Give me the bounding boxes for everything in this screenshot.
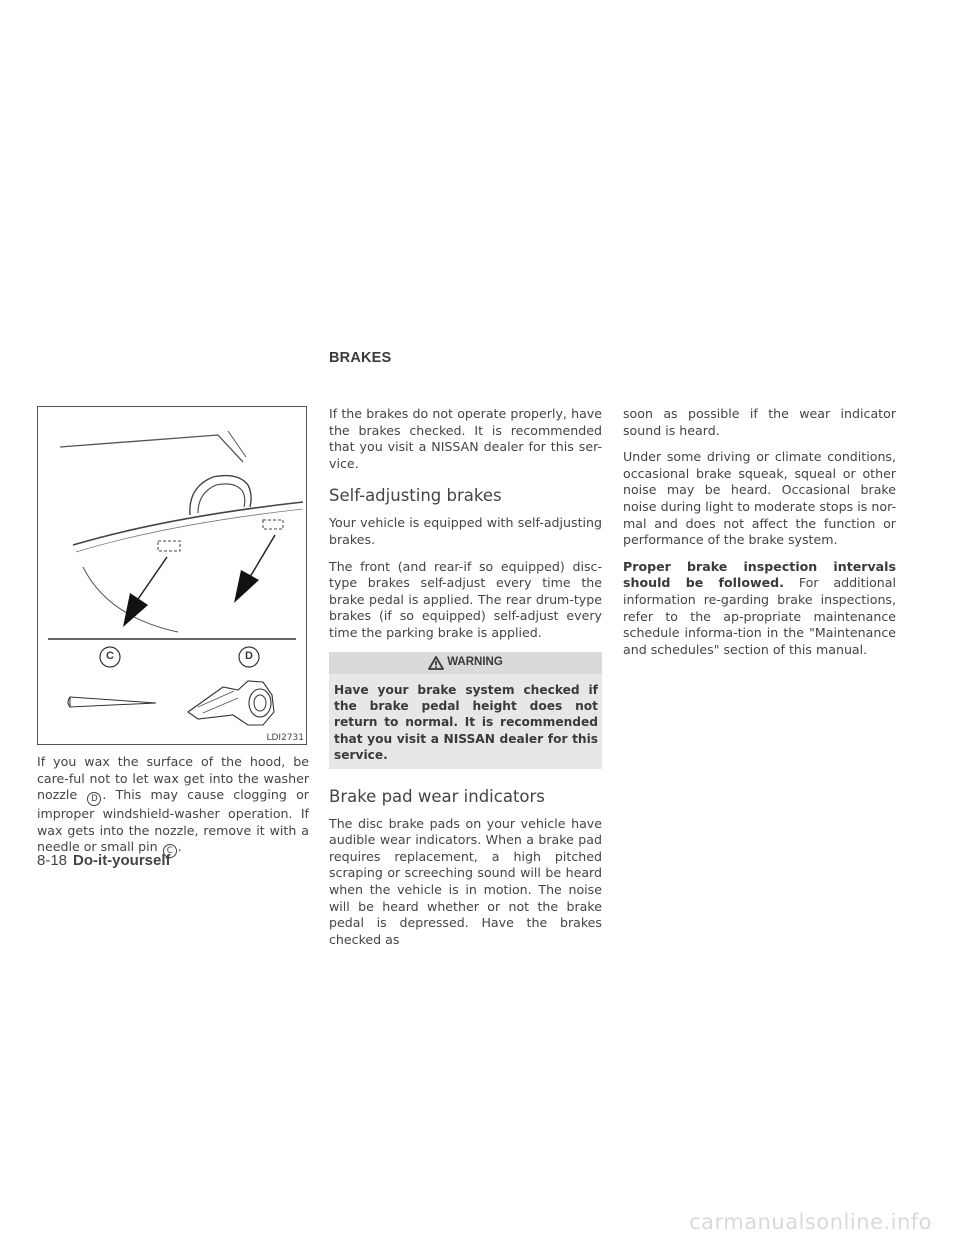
callout-d-label: D bbox=[245, 650, 253, 662]
warning-header bbox=[329, 652, 602, 674]
page-number: 8-18 bbox=[37, 852, 68, 869]
wax-text-2: . This may cause clogging or improper windshield-washer operation. If wax gets into the nozzle, remove it with a needle or small pin bbox=[37, 787, 309, 855]
ref-d-circle: D bbox=[87, 792, 101, 806]
inspection-bold: Proper brake inspection intervals should be followed. bbox=[623, 558, 896, 591]
figure-id: LDI2731 bbox=[266, 733, 304, 743]
callout-c-label: C bbox=[106, 650, 114, 662]
column-right bbox=[623, 406, 896, 668]
pad-wear-p1: The disc brake pads on your vehicle have audible wear indicators. When a brake pad requires replacement, a high pitched scraping or screeching sound will be heard when the vehicle is in motion. The noise will be heard whether or not the brake pedal is depressed. Have the brakes checked as bbox=[329, 815, 602, 947]
brake-noise-paragraph: Under some driving or climate conditions, occasional brake squeak, squeal or other noise may be heard. Occasional brake noise during light to moderate stops is nor-mal and does not affect the function or performance of the brake system. bbox=[623, 449, 896, 548]
heading-pad-wear: Brake pad wear indicators bbox=[329, 786, 545, 806]
self-adjusting-p1: Your vehicle is equipped with self-adjusting brakes. bbox=[329, 515, 602, 547]
heading-self-adjusting: Self-adjusting brakes bbox=[329, 486, 502, 506]
warning-text: Have your brake system checked if the brake pedal height does not return to normal. It is recommended that you visit a NISSAN dealer for this service. bbox=[334, 682, 598, 763]
pad-wear-continued: soon as possible if the wear indicator sound is heard. bbox=[623, 406, 896, 438]
watermark: carmanualsonline.info bbox=[689, 1210, 932, 1234]
section-title: BRAKES bbox=[329, 350, 392, 366]
warning-box bbox=[329, 652, 602, 769]
brakes-intro: If the brakes do not operate properly, have the brakes checked. It is recommended that you visit a NISSAN dealer for this ser-vice. bbox=[329, 406, 602, 471]
column-middle bbox=[329, 406, 602, 958]
chapter-title: Do-it-yourself bbox=[73, 852, 171, 869]
self-adjusting-p2: The front (and rear-if so equipped) disc-type brakes self-adjust every time the brake pedal is applied. The rear drum-type brakes (if so equipped) self-adjust every time the parking brake is applied. bbox=[329, 558, 602, 640]
ref-c-circle: C bbox=[163, 844, 177, 858]
wax-text-1: If you wax the surface of the hood, be care-ful not to let wax get into the washer nozzle bbox=[37, 754, 309, 803]
wax-paragraph bbox=[37, 754, 309, 858]
washer-nozzle-figure bbox=[37, 406, 307, 745]
hood-nozzle-illustration bbox=[38, 407, 306, 744]
warning-label: WARNING bbox=[447, 656, 503, 669]
page-footer bbox=[37, 852, 171, 869]
inspection-paragraph bbox=[623, 559, 896, 659]
inspection-rest: For additional information re-garding brake inspections, refer to the ap-propriate maintenance schedule informa-tion in the "Maintenance and schedules" section of this manual. bbox=[623, 575, 896, 657]
warning-icon bbox=[428, 656, 444, 670]
wax-text-3: . bbox=[177, 839, 182, 855]
